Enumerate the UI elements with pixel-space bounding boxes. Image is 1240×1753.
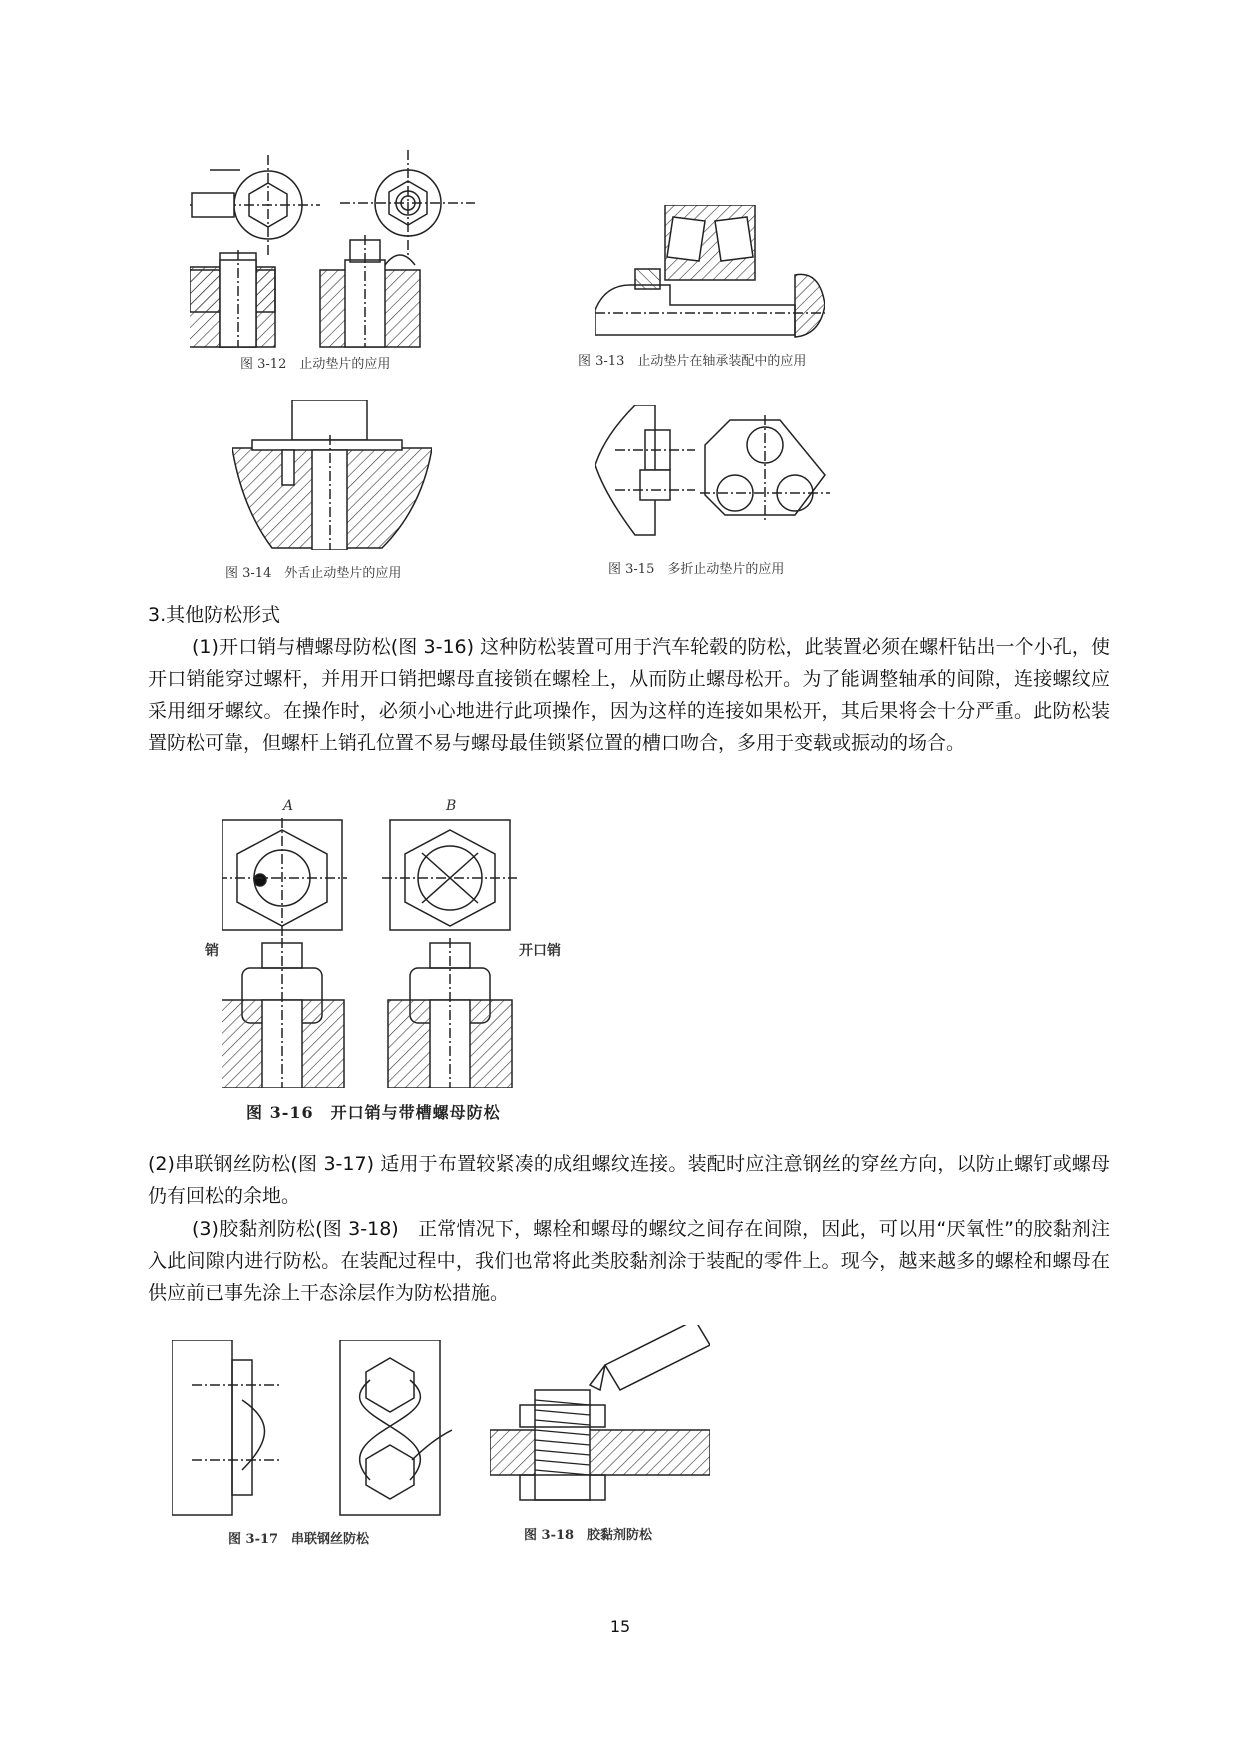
fig-3-16-section-a xyxy=(222,938,344,1088)
fig-3-18-caption: 图 3-18 胶黏剂防松 xyxy=(524,1528,653,1543)
paragraph-2: (2)串联钢丝防松(图 3-17) 适用于布置较紧凑的成组螺纹连接。装配时应注意钢丝的穿丝方向，以防止螺钉或螺母仍有回松的余地。 xyxy=(148,1153,1110,1207)
fig-3-12-caption: 图 3-12 止动垫片的应用 xyxy=(240,357,391,372)
paragraph-3: (3)胶黏剂防松(图 3-18) 正常情况下，螺栓和螺母的螺纹之间存在间隙，因此，可以用“厌氧性”的胶黏剂注入此间隙内进行防松。在装配过程中，我们也常将此类胶黏剂涂于装配的零件上。现今，越来越多的螺栓和螺母在供应前已事先涂上干态涂层作为防松措施。 xyxy=(148,1218,1110,1304)
figure-3-13 xyxy=(595,205,825,345)
figure-3-16 xyxy=(222,818,522,1088)
fig-3-12-section-left xyxy=(190,250,275,347)
paragraph-1: (1)开口销与槽螺母防松(图 3-16) 这种防松装置可用于汽车轮毂的防松，此装置必须在螺杆钻出一个小孔，使开口销能穿过螺杆，并用开口销把螺母直接锁在螺栓上，从而防止螺母松开。为了能调整轴承的间隙，连接螺纹应采用细牙螺纹。在操作时，必须小心地进行此项操作，因为这样的连接如果松开，其后果将会十分严重。此防松装置防松可靠，但螺杆上销孔位置不易与螺母最佳锁紧位置的槽口吻合，多用于变载或振动的场合。 xyxy=(148,636,1110,754)
fig-3-13-caption: 图 3-13 止动垫片在轴承装配中的应用 xyxy=(578,354,807,369)
fig-3-16-label-a: A xyxy=(283,798,294,814)
fig-3-12-section-right xyxy=(320,235,420,347)
fig-3-12-top-view-left xyxy=(190,155,320,255)
fig-3-16-view-b xyxy=(382,820,517,930)
fig-3-17-caption: 图 3-17 串联钢丝防松 xyxy=(228,1532,370,1547)
fig-3-16-label-b: B xyxy=(446,798,457,814)
figure-3-17 xyxy=(172,1340,452,1520)
figure-3-14 xyxy=(232,400,432,550)
fig-3-16-label-cotter: 开口销 xyxy=(519,943,561,959)
figure-3-18 xyxy=(490,1325,710,1510)
fig-3-15-caption: 图 3-15 多折止动垫片的应用 xyxy=(608,562,785,577)
fig-3-14-caption: 图 3-14 外舌止动垫片的应用 xyxy=(225,566,402,581)
page-number: 15 xyxy=(609,1617,631,1636)
fig-3-16-section-b xyxy=(388,938,512,1088)
figure-3-15 xyxy=(595,405,845,545)
fig-3-16-view-a xyxy=(222,818,347,938)
figure-3-12 xyxy=(190,135,510,350)
fig-3-16-caption: 图 3-16 开口销与带槽螺母防松 xyxy=(246,1103,501,1122)
section-heading: 3.其他防松形式 xyxy=(148,604,281,626)
fig-3-16-label-pin: 销 xyxy=(205,943,219,959)
